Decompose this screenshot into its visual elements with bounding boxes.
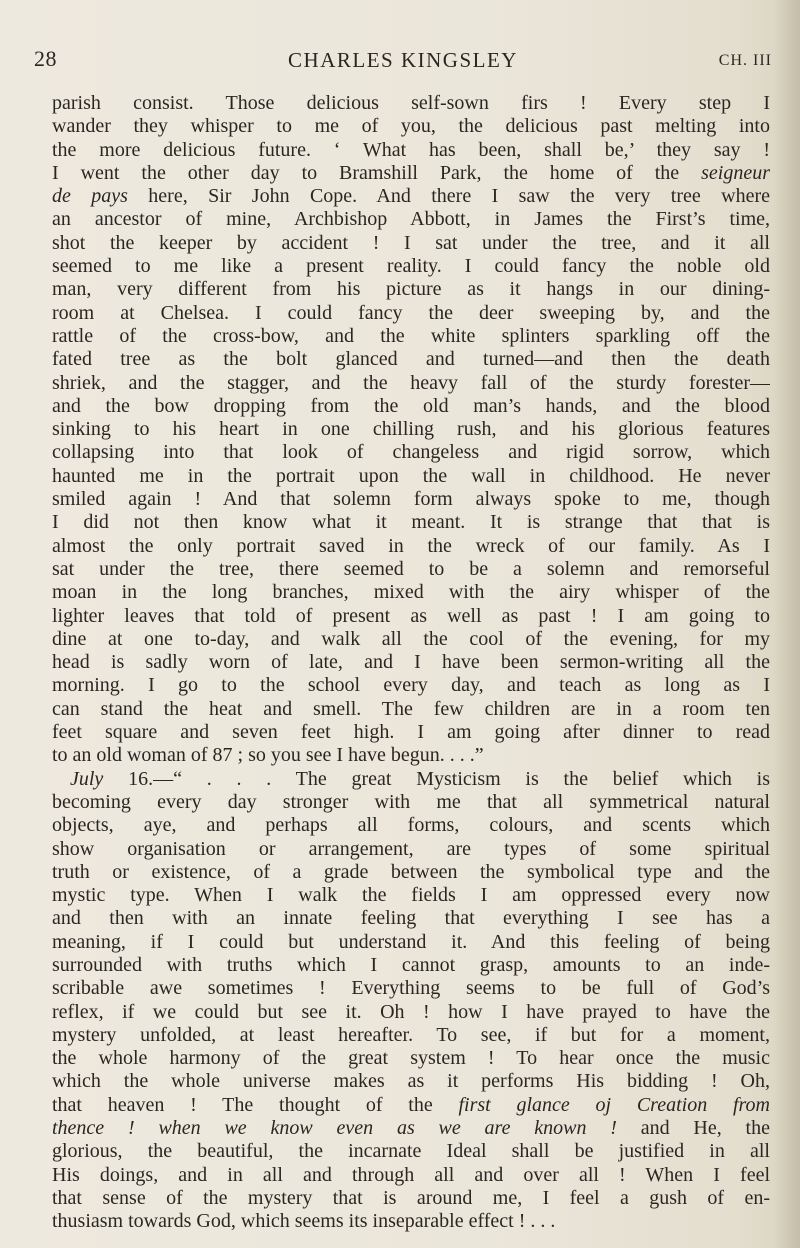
body-text: [52, 92, 770, 1234]
text-line: smiled again ! And that solemn form always spoke to me, though: [52, 488, 770, 511]
text-line: which the whole universe makes as it performs His bidding ! Oh,: [52, 1070, 770, 1093]
text-line: thusiasm towards God, which seems its inseparable effect ! . . .: [52, 1210, 556, 1233]
italic-text: seigneur: [701, 161, 770, 184]
text-line: wander they whisper to me of you, the delicious past melting into: [52, 115, 770, 138]
italic-text: de pays: [52, 185, 128, 208]
text-line: the whole harmony of the great system ! To hear once the music: [52, 1047, 770, 1070]
text-line: and then with an innate feeling that everything I see has a: [52, 907, 770, 930]
text-line: parish consist. Those delicious self-sown firs ! Every step I: [52, 92, 770, 114]
text-line: moan in the long branches, mixed with the airy whisper of the: [52, 581, 770, 604]
text-line: reflex, if we could but see it. Oh ! how I have prayed to have the: [52, 1000, 770, 1023]
text-line: [52, 162, 770, 185]
text-line: [52, 1094, 770, 1117]
text-line: to an old woman of 87 ; so you see I have begun. . . .”: [52, 744, 484, 767]
text-line: seemed to me like a present reality. I could fancy the noble old: [52, 255, 770, 278]
text-line: man, very different from his picture as it hangs in our dining-: [52, 278, 770, 301]
page-number: 28: [34, 46, 57, 71]
text-line: [52, 185, 770, 208]
chapter-label: CH. III: [718, 52, 772, 69]
text-segment: 16.—“ . . . The great Mysticism is the belief which is: [103, 767, 770, 790]
text-line: lighter leaves that told of present as well as past ! I am going to: [52, 604, 770, 627]
text-line: head is sadly worn of late, and I have been sermon-writing all the: [52, 651, 770, 674]
text-segment: and He, the: [616, 1117, 770, 1140]
italic-text: first glance oj Creation from: [458, 1093, 770, 1116]
text-line: surrounded with truths which I cannot grasp, amounts to an inde-: [52, 953, 770, 976]
text-line: the more delicious future. ‘ What has been, shall be,’ they say !: [52, 138, 770, 161]
text-line: scribable awe sometimes ! Everything seems to be full of God’s: [52, 977, 770, 1000]
text-line: collapsing into that look of changeless and rigid sorrow, which: [52, 441, 770, 464]
text-line: sinking to his heart in one chilling rush, and his glorious features: [52, 418, 770, 441]
page-header: [34, 46, 772, 86]
text-line: show organisation or arrangement, are types of some spiritual: [52, 837, 770, 860]
text-line: an ancestor of mine, Archbishop Abbott, in James the First’s time,: [52, 208, 770, 231]
running-head: CHARLES KINGSLEY: [288, 48, 518, 72]
text-line: mystic type. When I walk the fields I am oppressed every now: [52, 884, 770, 907]
text-line: truth or existence, of a grade between the symbolical type and the: [52, 860, 770, 883]
italic-text: July: [70, 767, 104, 790]
text-line: can stand the heat and smell. The few children are in a room ten: [52, 697, 770, 720]
text-line: rattle of the cross-bow, and the white splinters sparkling off the: [52, 324, 770, 347]
text-line: shriek, and the stagger, and the heavy fall of the sturdy forester—: [52, 371, 770, 394]
text-line: fated tree as the bolt glanced and turned—and then the death: [52, 348, 770, 371]
text-line: haunted me in the portrait upon the wall in childhood. He never: [52, 464, 770, 487]
text-line: becoming every day stronger with me that all symmetrical natural: [52, 790, 770, 813]
text-line: [52, 1117, 770, 1140]
text-line: morning. I go to the school every day, and teach as long as I: [52, 674, 770, 697]
text-line: I did not then know what it meant. It is strange that that is: [52, 511, 770, 534]
text-line: [52, 768, 770, 791]
text-line: shot the keeper by accident ! I sat under the tree, and it all: [52, 231, 770, 254]
text-segment: here, Sir John Cope. And there I saw the very tree where: [127, 185, 770, 208]
text-segment: I went the other day to Bramshill Park, the home of the: [52, 161, 702, 184]
text-line: sat under the tree, there seemed to be a solemn and remorseful: [52, 557, 770, 580]
text-line: and the bow dropping from the old man’s hands, and the blood: [52, 394, 770, 417]
text-line: feet square and seven feet high. I am going after dinner to read: [52, 721, 770, 744]
text-line: room at Chelsea. I could fancy the deer sweeping by, and the: [52, 301, 770, 324]
text-segment: that heaven ! The thought of the: [52, 1093, 459, 1116]
text-line: mystery unfolded, at least hereafter. To see, if but for a moment,: [52, 1023, 770, 1046]
italic-text: thence ! when we know even as we are known !: [52, 1117, 617, 1140]
text-line: meaning, if I could but understand it. And this feeling of being: [52, 930, 770, 953]
text-line: that sense of the mystery that is around me, I feel a gush of en-: [52, 1186, 770, 1209]
page-edge-shadow: [774, 0, 800, 1248]
text-line: glorious, the beautiful, the incarnate Ideal shall be justified in all: [52, 1140, 770, 1163]
text-line: almost the only portrait saved in the wreck of our family. As I: [52, 534, 770, 557]
text-line: objects, aye, and perhaps all forms, colours, and scents which: [52, 814, 770, 837]
text-line: dine at one to-day, and walk all the cool of the evening, for my: [52, 627, 770, 650]
text-line: His doings, and in all and through all and over all ! When I feel: [52, 1163, 770, 1186]
